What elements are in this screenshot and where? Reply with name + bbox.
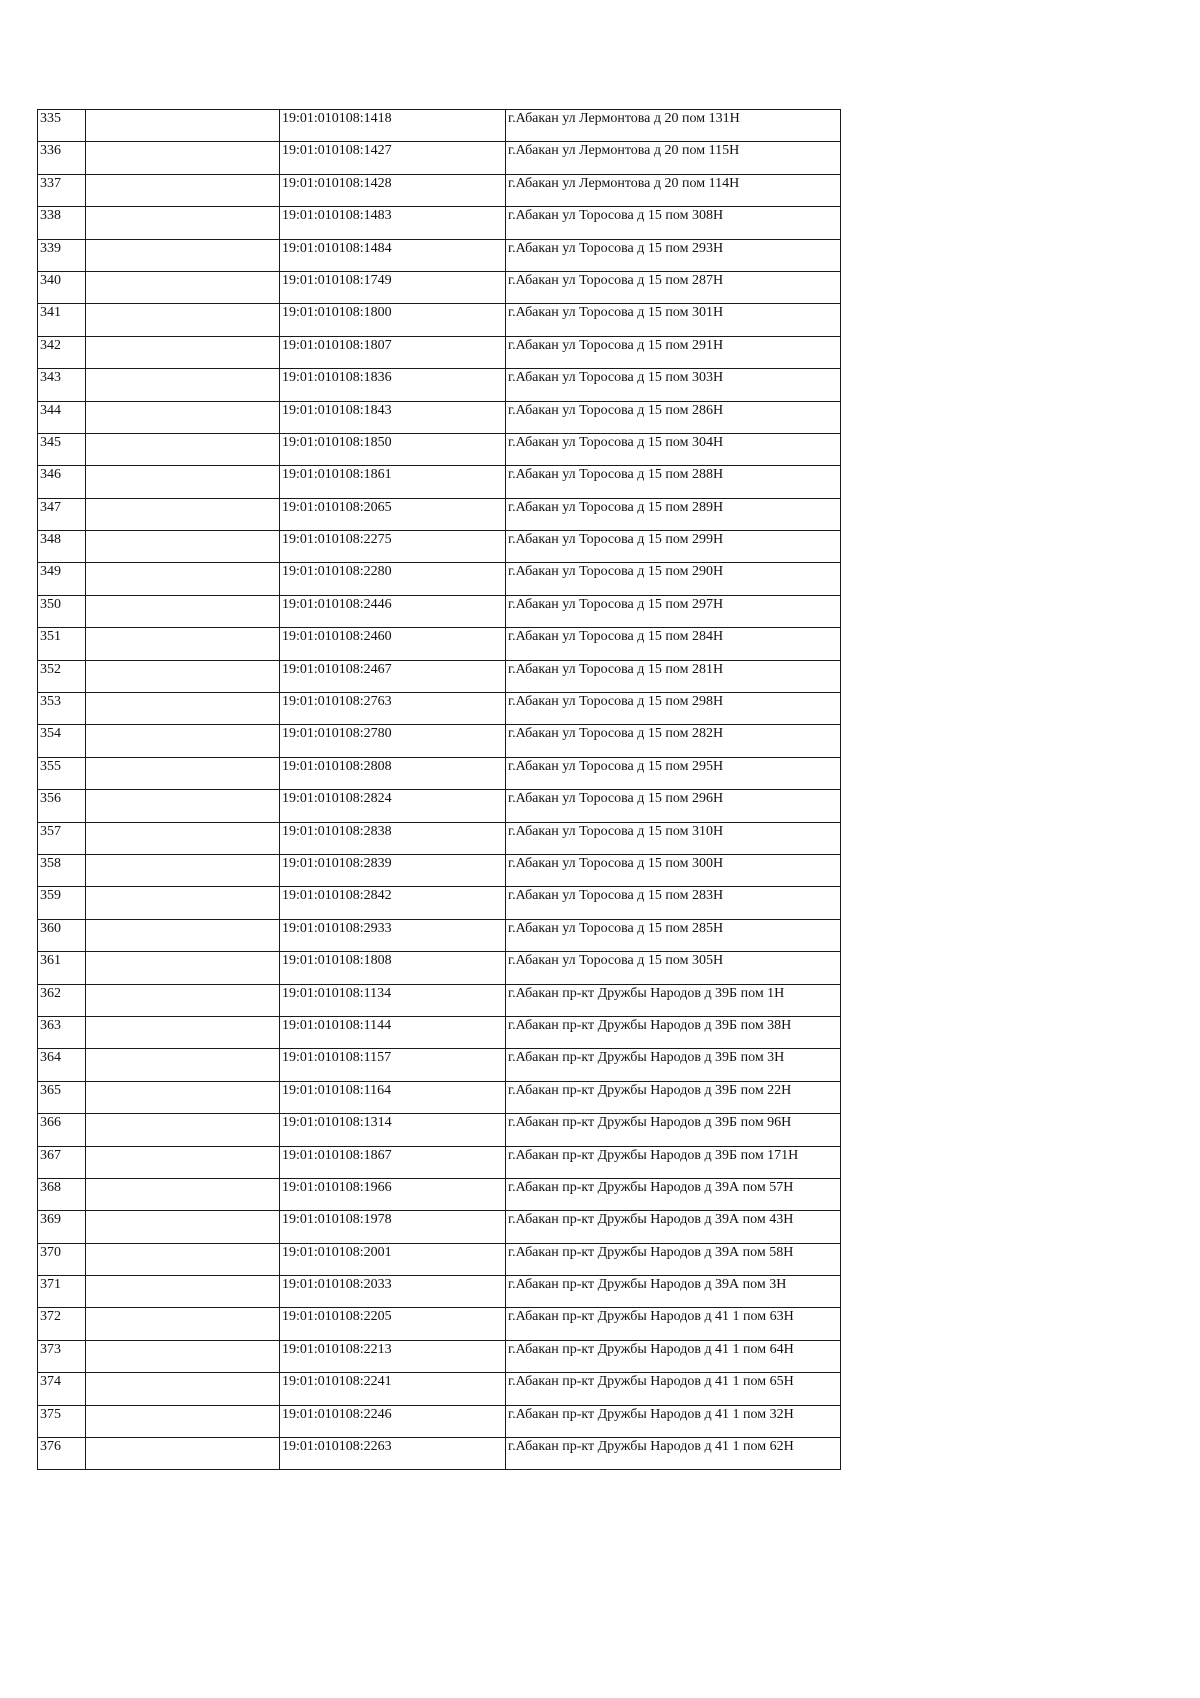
address: г.Абакан ул Торосова д 15 пом 285Н: [506, 919, 841, 951]
address: г.Абакан ул Торосова д 15 пом 290Н: [506, 563, 841, 595]
cadastral-number: 19:01:010108:1164: [280, 1081, 506, 1113]
blank-cell: [86, 1016, 280, 1048]
cadastral-number: 19:01:010108:2246: [280, 1405, 506, 1437]
row-number: 359: [38, 887, 86, 919]
table-row: [38, 1081, 841, 1113]
blank-cell: [86, 693, 280, 725]
table-row: [38, 369, 841, 401]
row-number: 342: [38, 336, 86, 368]
row-number: 373: [38, 1340, 86, 1372]
cadastral-number: 19:01:010108:2033: [280, 1276, 506, 1308]
property-table-body: [38, 110, 841, 1470]
table-row: [38, 919, 841, 951]
table-row: [38, 1211, 841, 1243]
cadastral-number: 19:01:010108:2446: [280, 595, 506, 627]
table-row: [38, 725, 841, 757]
row-number: 365: [38, 1081, 86, 1113]
table-row: [38, 1340, 841, 1372]
blank-cell: [86, 1373, 280, 1405]
blank-cell: [86, 498, 280, 530]
address: г.Абакан пр-кт Дружбы Народов д 39А пом 3Н: [506, 1276, 841, 1308]
row-number: 375: [38, 1405, 86, 1437]
table-row: [38, 790, 841, 822]
blank-cell: [86, 110, 280, 142]
address: г.Абакан ул Торосова д 15 пом 310Н: [506, 822, 841, 854]
blank-cell: [86, 1405, 280, 1437]
blank-cell: [86, 466, 280, 498]
cadastral-number: 19:01:010108:1807: [280, 336, 506, 368]
address: г.Абакан ул Торосова д 15 пом 289Н: [506, 498, 841, 530]
row-number: 343: [38, 369, 86, 401]
table-row: [38, 110, 841, 142]
address: г.Абакан ул Лермонтова д 20 пом 131Н: [506, 110, 841, 142]
blank-cell: [86, 433, 280, 465]
blank-cell: [86, 271, 280, 303]
table-row: [38, 1178, 841, 1210]
table-row: [38, 1114, 841, 1146]
blank-cell: [86, 919, 280, 951]
table-row: [38, 531, 841, 563]
table-row: [38, 207, 841, 239]
table-row: [38, 757, 841, 789]
address: г.Абакан ул Торосова д 15 пом 282Н: [506, 725, 841, 757]
cadastral-number: 19:01:010108:2213: [280, 1340, 506, 1372]
row-number: 353: [38, 693, 86, 725]
cadastral-number: 19:01:010108:1427: [280, 142, 506, 174]
blank-cell: [86, 1146, 280, 1178]
address: г.Абакан пр-кт Дружбы Народов д 41 1 пом 63Н: [506, 1308, 841, 1340]
cadastral-number: 19:01:010108:1314: [280, 1114, 506, 1146]
row-number: 370: [38, 1243, 86, 1275]
table-row: [38, 433, 841, 465]
table-row: [38, 498, 841, 530]
address: г.Абакан пр-кт Дружбы Народов д 41 1 пом 64Н: [506, 1340, 841, 1372]
table-row: [38, 336, 841, 368]
cadastral-number: 19:01:010108:2205: [280, 1308, 506, 1340]
table-row: [38, 304, 841, 336]
table-row: [38, 1373, 841, 1405]
table-row: [38, 595, 841, 627]
cadastral-number: 19:01:010108:1134: [280, 984, 506, 1016]
blank-cell: [86, 239, 280, 271]
cadastral-number: 19:01:010108:2241: [280, 1373, 506, 1405]
address: г.Абакан пр-кт Дружбы Народов д 39Б пом 3Н: [506, 1049, 841, 1081]
row-number: 347: [38, 498, 86, 530]
blank-cell: [86, 660, 280, 692]
blank-cell: [86, 142, 280, 174]
cadastral-number: 19:01:010108:2460: [280, 628, 506, 660]
cadastral-number: 19:01:010108:2763: [280, 693, 506, 725]
cadastral-number: 19:01:010108:2263: [280, 1438, 506, 1470]
address: г.Абакан пр-кт Дружбы Народов д 39Б пом 22Н: [506, 1081, 841, 1113]
row-number: 352: [38, 660, 86, 692]
cadastral-number: 19:01:010108:2780: [280, 725, 506, 757]
cadastral-number: 19:01:010108:1850: [280, 433, 506, 465]
blank-cell: [86, 1211, 280, 1243]
address: г.Абакан пр-кт Дружбы Народов д 39А пом 57Н: [506, 1178, 841, 1210]
blank-cell: [86, 984, 280, 1016]
cadastral-number: 19:01:010108:1483: [280, 207, 506, 239]
cadastral-number: 19:01:010108:2467: [280, 660, 506, 692]
table-row: [38, 1308, 841, 1340]
row-number: 345: [38, 433, 86, 465]
blank-cell: [86, 369, 280, 401]
table-row: [38, 1049, 841, 1081]
address: г.Абакан пр-кт Дружбы Народов д 41 1 пом 32Н: [506, 1405, 841, 1437]
address: г.Абакан ул Торосова д 15 пом 295Н: [506, 757, 841, 789]
blank-cell: [86, 1438, 280, 1470]
blank-cell: [86, 1178, 280, 1210]
row-number: 351: [38, 628, 86, 660]
row-number: 371: [38, 1276, 86, 1308]
table-row: [38, 1243, 841, 1275]
address: г.Абакан ул Торосова д 15 пом 299Н: [506, 531, 841, 563]
row-number: 341: [38, 304, 86, 336]
blank-cell: [86, 174, 280, 206]
row-number: 356: [38, 790, 86, 822]
blank-cell: [86, 1243, 280, 1275]
address: г.Абакан ул Торосова д 15 пом 303Н: [506, 369, 841, 401]
address: г.Абакан ул Лермонтова д 20 пом 114Н: [506, 174, 841, 206]
blank-cell: [86, 304, 280, 336]
row-number: 366: [38, 1114, 86, 1146]
row-number: 350: [38, 595, 86, 627]
address: г.Абакан пр-кт Дружбы Народов д 39Б пом 171Н: [506, 1146, 841, 1178]
cadastral-number: 19:01:010108:1800: [280, 304, 506, 336]
row-number: 349: [38, 563, 86, 595]
row-number: 372: [38, 1308, 86, 1340]
cadastral-number: 19:01:010108:2824: [280, 790, 506, 822]
address: г.Абакан ул Торосова д 15 пом 297Н: [506, 595, 841, 627]
row-number: 344: [38, 401, 86, 433]
address: г.Абакан ул Торосова д 15 пом 286Н: [506, 401, 841, 433]
address: г.Абакан ул Торосова д 15 пом 308Н: [506, 207, 841, 239]
row-number: 339: [38, 239, 86, 271]
table-row: [38, 887, 841, 919]
address: г.Абакан ул Торосова д 15 пом 284Н: [506, 628, 841, 660]
cadastral-number: 19:01:010108:1867: [280, 1146, 506, 1178]
row-number: 367: [38, 1146, 86, 1178]
address: г.Абакан ул Торосова д 15 пом 293Н: [506, 239, 841, 271]
cadastral-number: 19:01:010108:1861: [280, 466, 506, 498]
blank-cell: [86, 1081, 280, 1113]
table-row: [38, 1016, 841, 1048]
address: г.Абакан ул Торосова д 15 пом 300Н: [506, 854, 841, 886]
row-number: 363: [38, 1016, 86, 1048]
table-row: [38, 466, 841, 498]
table-row: [38, 1438, 841, 1470]
address: г.Абакан ул Торосова д 15 пом 298Н: [506, 693, 841, 725]
cadastral-number: 19:01:010108:2280: [280, 563, 506, 595]
blank-cell: [86, 725, 280, 757]
cadastral-number: 19:01:010108:2065: [280, 498, 506, 530]
blank-cell: [86, 1114, 280, 1146]
row-number: 335: [38, 110, 86, 142]
row-number: 361: [38, 952, 86, 984]
address: г.Абакан ул Торосова д 15 пом 291Н: [506, 336, 841, 368]
blank-cell: [86, 1049, 280, 1081]
address: г.Абакан ул Торосова д 15 пом 283Н: [506, 887, 841, 919]
table-row: [38, 693, 841, 725]
blank-cell: [86, 1276, 280, 1308]
blank-cell: [86, 790, 280, 822]
address: г.Абакан пр-кт Дружбы Народов д 39Б пом 1Н: [506, 984, 841, 1016]
table-row: [38, 1276, 841, 1308]
row-number: 354: [38, 725, 86, 757]
address: г.Абакан ул Торосова д 15 пом 288Н: [506, 466, 841, 498]
table-row: [38, 822, 841, 854]
blank-cell: [86, 952, 280, 984]
cadastral-number: 19:01:010108:2275: [280, 531, 506, 563]
cadastral-number: 19:01:010108:1978: [280, 1211, 506, 1243]
property-table: [37, 109, 841, 1470]
cadastral-number: 19:01:010108:2839: [280, 854, 506, 886]
row-number: 355: [38, 757, 86, 789]
table-row: [38, 401, 841, 433]
cadastral-number: 19:01:010108:1144: [280, 1016, 506, 1048]
address: г.Абакан ул Торосова д 15 пом 287Н: [506, 271, 841, 303]
table-row: [38, 984, 841, 1016]
address: г.Абакан ул Торосова д 15 пом 296Н: [506, 790, 841, 822]
address: г.Абакан ул Лермонтова д 20 пом 115Н: [506, 142, 841, 174]
row-number: 358: [38, 854, 86, 886]
table-row: [38, 1146, 841, 1178]
cadastral-number: 19:01:010108:2808: [280, 757, 506, 789]
address: г.Абакан пр-кт Дружбы Народов д 39Б пом 96Н: [506, 1114, 841, 1146]
row-number: 336: [38, 142, 86, 174]
row-number: 357: [38, 822, 86, 854]
cadastral-number: 19:01:010108:1808: [280, 952, 506, 984]
blank-cell: [86, 1308, 280, 1340]
table-row: [38, 628, 841, 660]
blank-cell: [86, 531, 280, 563]
table-row: [38, 854, 841, 886]
cadastral-number: 19:01:010108:1843: [280, 401, 506, 433]
table-row: [38, 1405, 841, 1437]
cadastral-number: 19:01:010108:1836: [280, 369, 506, 401]
cadastral-number: 19:01:010108:1749: [280, 271, 506, 303]
row-number: 364: [38, 1049, 86, 1081]
cadastral-number: 19:01:010108:1418: [280, 110, 506, 142]
row-number: 374: [38, 1373, 86, 1405]
blank-cell: [86, 563, 280, 595]
address: г.Абакан ул Торосова д 15 пом 304Н: [506, 433, 841, 465]
blank-cell: [86, 336, 280, 368]
address: г.Абакан пр-кт Дружбы Народов д 39А пом 43Н: [506, 1211, 841, 1243]
row-number: 376: [38, 1438, 86, 1470]
blank-cell: [86, 822, 280, 854]
cadastral-number: 19:01:010108:1966: [280, 1178, 506, 1210]
address: г.Абакан пр-кт Дружбы Народов д 39А пом 58Н: [506, 1243, 841, 1275]
cadastral-number: 19:01:010108:2001: [280, 1243, 506, 1275]
address: г.Абакан ул Торосова д 15 пом 281Н: [506, 660, 841, 692]
row-number: 346: [38, 466, 86, 498]
cadastral-number: 19:01:010108:2933: [280, 919, 506, 951]
cadastral-number: 19:01:010108:2842: [280, 887, 506, 919]
blank-cell: [86, 401, 280, 433]
blank-cell: [86, 854, 280, 886]
row-number: 338: [38, 207, 86, 239]
address: г.Абакан пр-кт Дружбы Народов д 39Б пом 38Н: [506, 1016, 841, 1048]
table-row: [38, 142, 841, 174]
row-number: 348: [38, 531, 86, 563]
row-number: 369: [38, 1211, 86, 1243]
blank-cell: [86, 628, 280, 660]
table-row: [38, 239, 841, 271]
address: г.Абакан ул Торосова д 15 пом 301Н: [506, 304, 841, 336]
cadastral-number: 19:01:010108:1428: [280, 174, 506, 206]
blank-cell: [86, 1340, 280, 1372]
row-number: 362: [38, 984, 86, 1016]
table-row: [38, 952, 841, 984]
blank-cell: [86, 595, 280, 627]
row-number: 337: [38, 174, 86, 206]
row-number: 368: [38, 1178, 86, 1210]
row-number: 340: [38, 271, 86, 303]
address: г.Абакан ул Торосова д 15 пом 305Н: [506, 952, 841, 984]
blank-cell: [86, 887, 280, 919]
table-row: [38, 174, 841, 206]
blank-cell: [86, 757, 280, 789]
blank-cell: [86, 207, 280, 239]
row-number: 360: [38, 919, 86, 951]
cadastral-number: 19:01:010108:1157: [280, 1049, 506, 1081]
cadastral-number: 19:01:010108:1484: [280, 239, 506, 271]
table-row: [38, 660, 841, 692]
table-row: [38, 563, 841, 595]
address: г.Абакан пр-кт Дружбы Народов д 41 1 пом 62Н: [506, 1438, 841, 1470]
address: г.Абакан пр-кт Дружбы Народов д 41 1 пом 65Н: [506, 1373, 841, 1405]
table-row: [38, 271, 841, 303]
cadastral-number: 19:01:010108:2838: [280, 822, 506, 854]
